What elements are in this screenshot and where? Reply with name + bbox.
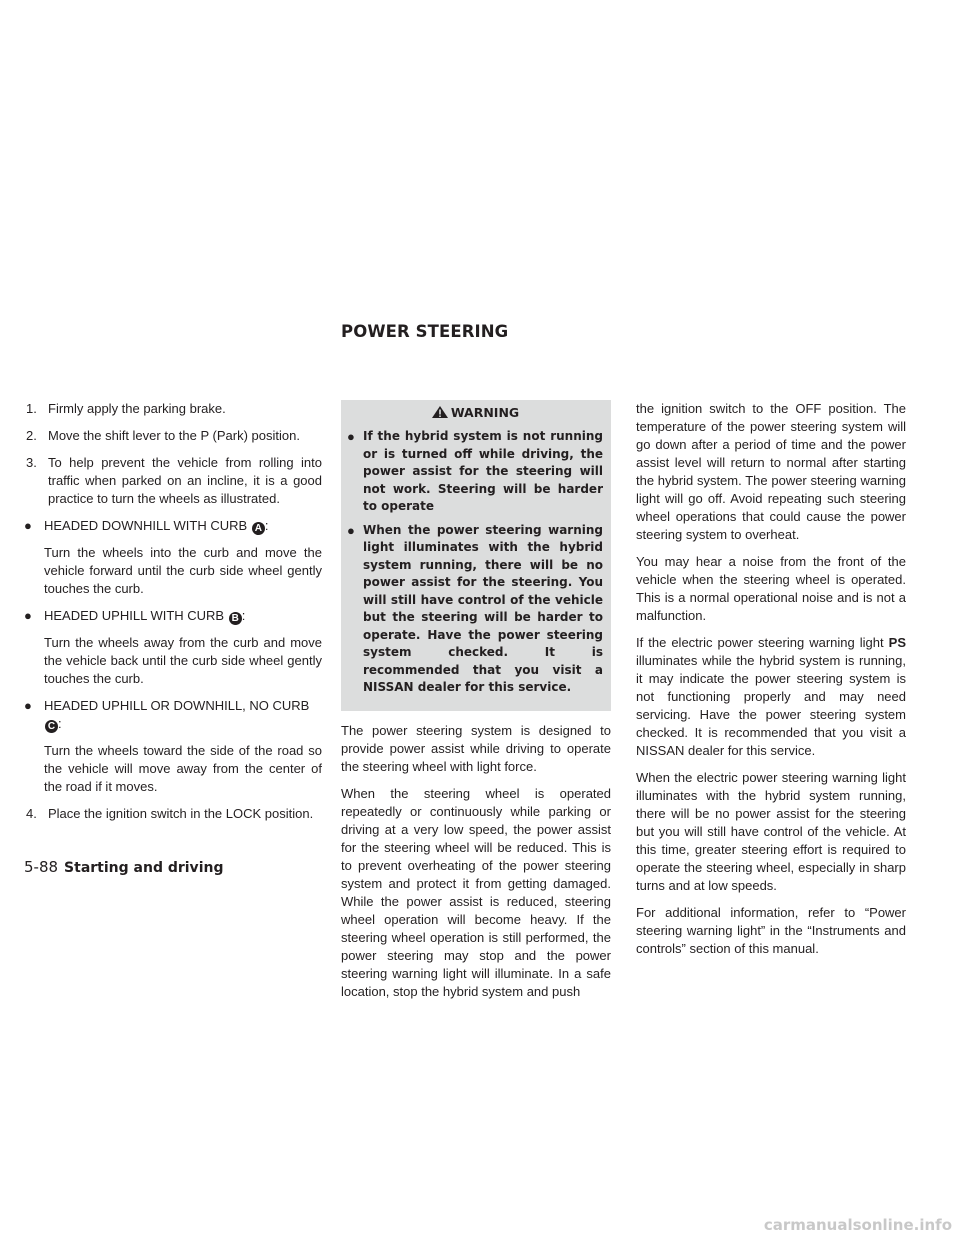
paragraph-text: If the electric power steering warning light [636, 635, 884, 650]
paragraph: the ignition switch to the OFF position. The temperature of the power steering system will go down after a period of time and the power assist level will return to normal after starting the hybrid system. The power steering warning light will go off. Avoid repeating such steering wheel operations that could cause the power steering system to overheat. [636, 401, 906, 542]
left-column [24, 400, 322, 832]
page-footer [24, 858, 223, 876]
watermark: carmanualsonline.info [763, 1216, 952, 1234]
paragraph: When the electric power steering warning light illuminates with the hybrid system running, there will be no power assist for the steering but you will still have control of the vehicle. At this time, greater steering effort is required to operate the steering wheel, especially in sharp turns and at low speeds. [636, 770, 906, 893]
step-text: Place the ignition switch in the LOCK position. [48, 806, 314, 821]
bullet-label: HEADED UPHILL OR DOWNHILL, NO CURB [44, 698, 310, 713]
step-number: 1. [26, 401, 37, 416]
warning-text: When the power steering warning light illuminates with the hybrid system running, there will be no power assist for the steering. You will still have control of the vehicle but the steering will be harder to operate. Have the power steering system checked. It is recommended that you visit a NISSAN dealer for this service. [363, 522, 603, 694]
step-1 [24, 400, 322, 418]
warning-item [347, 522, 603, 697]
warning-header [347, 404, 603, 422]
bullet-icon: ● [24, 608, 32, 623]
right-column [636, 400, 906, 967]
bullet-description: Turn the wheels toward the side of the road so the vehicle will move away from the center of the road if it moves. [44, 743, 322, 794]
step-4 [24, 805, 322, 823]
bullet-icon: ● [24, 698, 32, 713]
bullet-suffix: : [264, 518, 269, 533]
circle-c-icon: C [45, 720, 58, 733]
paragraph: You may hear a noise from the front of the vehicle when the steering wheel is operated. This is a normal operational noise and is not a malfunction. [636, 554, 906, 623]
bullet-headed-uphill [24, 607, 322, 625]
warning-triangle-icon [431, 405, 449, 419]
bullet-headed-downhill [24, 517, 322, 535]
warning-text: If the hybrid system is not running or is turned off while driving, the power assist for the steering will not work. Steering will be harder to operate [363, 429, 603, 513]
bullet-no-curb [24, 697, 322, 733]
bullet-description: Turn the wheels into the curb and move the vehicle forward until the curb side wheel gently touches the curb. [44, 545, 322, 596]
warning-box [341, 400, 611, 711]
bullet-description: Turn the wheels away from the curb and move the vehicle back until the curb side wheel gently touches the curb. [44, 635, 322, 686]
step-number: 2. [26, 428, 37, 443]
step-number: 4. [26, 806, 37, 821]
step-2 [24, 427, 322, 445]
bullet-suffix: : [241, 608, 246, 623]
bullet-icon: ● [347, 522, 355, 538]
step-3 [24, 454, 322, 508]
warning-title: WARNING [450, 405, 520, 420]
bullet-label: HEADED DOWNHILL WITH CURB [44, 518, 248, 533]
step-text: Move the shift lever to the P (Park) position. [48, 428, 300, 443]
section-title: POWER STEERING [341, 322, 509, 341]
footer-section-title: Starting and driving [64, 860, 224, 876]
step-text: Firmly apply the parking brake. [48, 401, 226, 416]
bullet-icon: ● [347, 429, 355, 444]
page-number: 5-88 [24, 858, 59, 876]
paragraph: When the steering wheel is operated repeatedly or continuously while parking or driving at a very low speed, the power assist for the steering wheel will be reduced. This is to prevent overheating of the power steering system and protect it from getting damaged. While the power assist is reduced, steering wheel operation will become heavy. If the steering wheel operation is still performed, the power steering may stop and the power steering warning light will illuminate. In a safe location, stop the hybrid system and push [341, 785, 611, 999]
step-number: 3. [26, 455, 37, 470]
circle-b-icon: B [229, 612, 242, 625]
paragraph-text: illuminates while the hybrid system is running, it may indicate the power steering system is not functioning properly and may need servicing. Have the power steering system checked. It is recommended that you visit a NISSAN dealer for this service. [636, 653, 906, 758]
bullet-label: HEADED UPHILL WITH CURB [44, 608, 225, 623]
circle-a-icon: A [252, 522, 265, 535]
bullet-suffix: : [58, 716, 62, 731]
paragraph: The power steering system is designed to provide power assist while driving to operate the steering wheel with light force. [341, 722, 611, 774]
ps-warning-symbol: PS [888, 635, 906, 650]
bullet-icon: ● [24, 518, 32, 533]
step-text: To help prevent the vehicle from rolling into traffic when parked on an incline, it is a good practice to turn the wheels as illustrated. [48, 455, 322, 506]
paragraph [636, 634, 906, 760]
paragraph: For additional information, refer to “Power steering warning light” in the “Instruments and controls” section of this manual. [636, 905, 906, 956]
middle-column [341, 400, 611, 1010]
warning-item [347, 428, 603, 516]
